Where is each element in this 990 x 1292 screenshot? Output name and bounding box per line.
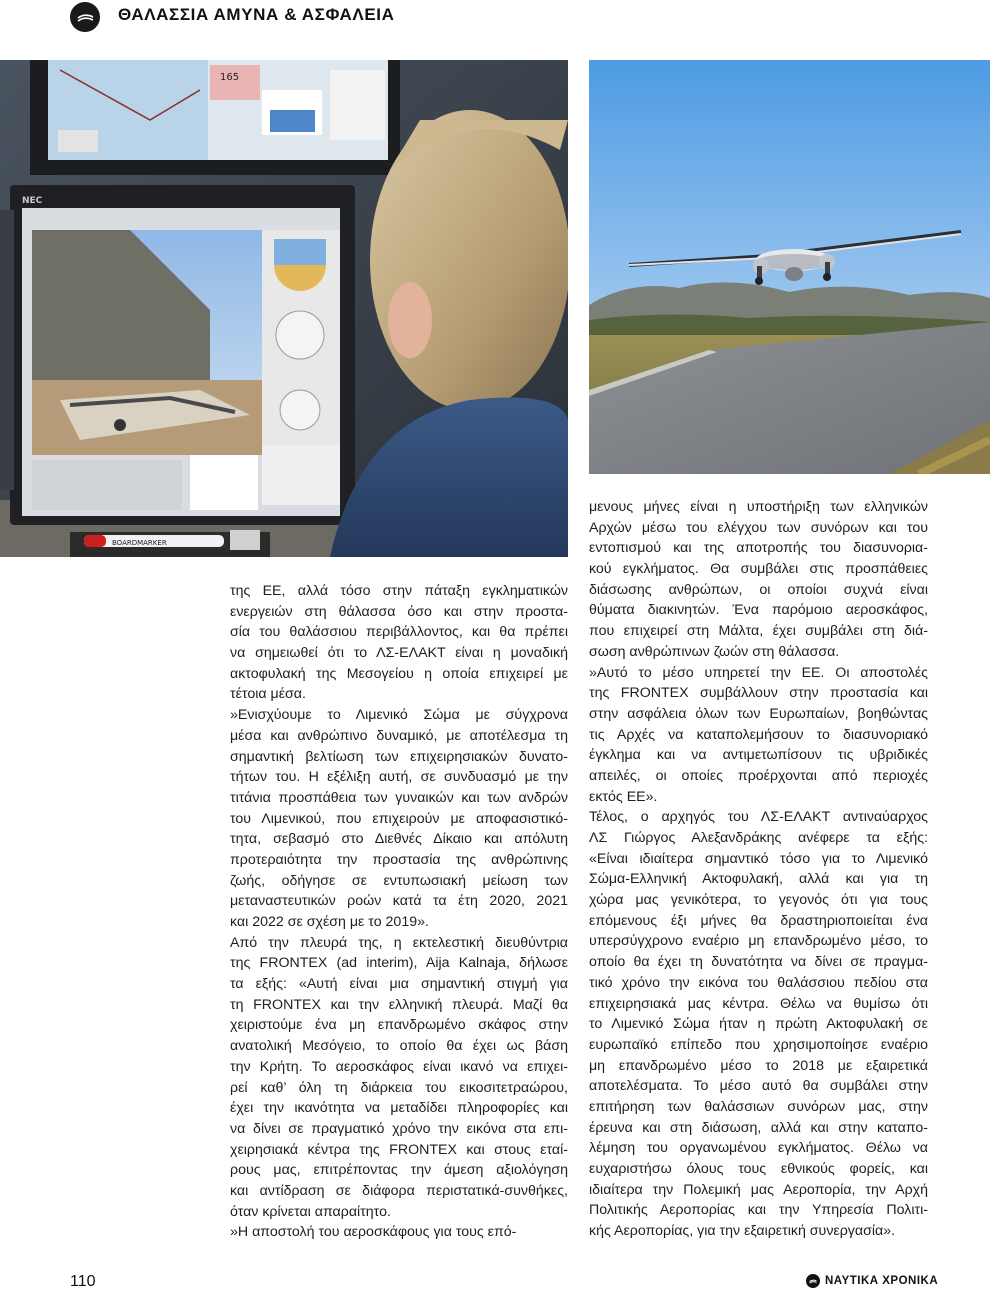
article-text-line: εκτός ΕΕ». (589, 788, 658, 805)
article-text-line: στην ασφάλεια όλων των Ευρωπαίων, βοηθώντας (589, 705, 928, 722)
marker-label: BOARDMARKER (112, 539, 167, 547)
drone-control-station-photo (0, 60, 568, 557)
article-text-line: κής Αεροπορίας, για την εξαιρετική συνεργασία». (589, 1223, 896, 1240)
article-text-line: θύματα διακινητών. Ένα παρόμοιο αεροσκάφος, (589, 602, 928, 619)
article-text-line: λέμηση του οργανωμένου εγκλήματος. Θέλω να (589, 1140, 928, 1157)
article-text-line: έχει την ικανότητα να μεταδίδει πληροφορίες και (230, 1100, 568, 1117)
article-text-line: διάσωσης ανθρώπων, οι οποίοι συχνά είναι (589, 581, 928, 598)
article-text-line: της FRONTEX συμβάλλουν στην προστασία και (589, 685, 928, 702)
article-text-line: ρεί καθ’ όλη τη διάρκεια του εικοσιτετραώρου, (230, 1079, 568, 1096)
article-text-line: Σώμα-Ελληνική Ακτοφυλακή, αλλά και για τη (589, 871, 928, 888)
map-label: 165 (220, 72, 240, 83)
section-title: ΘΑΛΑΣΣΙΑ ΑΜΥΝΑ & ΑΣΦΑΛΕΙΑ (118, 5, 395, 24)
article-text-line: έγκλημα και να αντιμετωπίσουν τις υβριδικές (589, 747, 928, 764)
article-text-line: Από την πλευρά της, η εκτελεστική διευθύντρια (230, 934, 568, 951)
article-text-line: ιδιαίτερα την Πολεμική μας Αεροπορία, την Αρχή (589, 1181, 928, 1198)
article-column-right (589, 497, 928, 1242)
article-text-line: τις Αρχές να καταπολεμήσουν το διασυνοριακό (589, 726, 928, 743)
monitor-brand: NEC (22, 196, 43, 206)
article-text-line: Αρχών μέσω του ελέγχου των συνόρων και του (589, 519, 928, 536)
article-text-line: »Ενισχύουμε το Λιμενικό Σώμα με σύγχρονα (230, 707, 568, 724)
article-text-line: εντοπισμού και της αποτροπής του διασυνορια- (589, 540, 928, 557)
article-text-line: του Λιμενικού, που επιχειρούν με αποφασιστικό- (230, 810, 568, 827)
article-text-line: τη FRONTEX και την ελληνική πλευρά. Μαζί θα (230, 996, 568, 1013)
article-text-line: ενεργειών στη θάλασσα όσο και στην προστα- (230, 603, 568, 620)
article-text-line: μενους μήνες είναι η υποστήριξη των ελληνικών (589, 499, 928, 515)
article-text-line: προτεραιότητα την προστασία της ανθρώπινης (230, 851, 568, 868)
article-text-line: όταν κρίνεται απαραίτητο. (230, 1203, 391, 1220)
article-text-line: τέτοια μέσα. (230, 686, 306, 703)
publication-logo-icon (806, 1274, 820, 1288)
article-text-line: ανατολική Μεσόγειο, το οποίο θα έχει ως βάση (230, 1038, 568, 1055)
page-number: 110 (70, 1273, 96, 1290)
article-text-line: ευρωπαϊκό επίπεδο που χρησιμοποίησε εναέριο (589, 1036, 928, 1053)
article-text-line: κού εγκλήματος. Θα συμβάλει στις προσπάθειες (589, 561, 928, 578)
article-text-line: σημαντική βελτίωση των επιχειρησιακών δυνατο- (230, 748, 568, 765)
article-text-line: ρους μας, επιτρέποντας την άμεση αξιολόγηση (230, 1162, 568, 1179)
article-text-line: ζωής, οδήγησε σε εντυπωσιακή μείωση των (230, 872, 568, 889)
article-text-line: να σημειωθεί ότι το ΛΣ-ΕΛΑΚΤ είναι η μοναδική (230, 645, 568, 662)
article-text-line: τητα, σεβασμό στο Διεθνές Δίκαιο και απόλυτη (230, 831, 568, 848)
article-text-line: οποίο θα έχει τη δυνατότητα να δίνει σε πραγμα- (589, 954, 928, 971)
article-text-line: »Αυτό το μέσο υπηρετεί την ΕΕ. Οι αποστολές (589, 664, 928, 681)
article-text-line: της ΕΕ, αλλά τόσο στην πάταξη εγκληματικών (230, 583, 568, 599)
article-text-line: χειριστούμε ένα μη επανδρωμένο σκάφος στην (230, 1017, 568, 1034)
article-text-line: ευχαριστήσω όλους τους εθνικούς φορείς, και (589, 1161, 928, 1177)
footer-brand (806, 1274, 938, 1288)
article-text-line: επιτήρηση των θαλάσσιων συνόρων μας, στην (589, 1098, 928, 1115)
article-text-line: αποτελέσματα. Το μέσο αυτό θα συμβάλει στην (589, 1078, 928, 1095)
article-text-line: την Κρήτη. Το αεροσκάφος είναι ικανό να επιχει- (230, 1058, 568, 1075)
article-text-line: Τέλος, ο αρχηγός του ΛΣ-ΕΛΑΚΤ αντιναύαρχος (589, 809, 928, 826)
article-text-line: τικό χρόνο την εικόνα του θαλάσσιου πεδίου στα (589, 974, 928, 991)
article-text-line: έρευνα και στη διάσωση, αλλά και στην καταπο- (589, 1119, 928, 1136)
article-text-line: και 2022 σε σχέση με το 2019». (230, 914, 429, 930)
article-text-line: επόμενους έξι μήνες θα δραστηριοποιείται ένα (589, 912, 928, 929)
article-text-line: »Η αποστολή του αεροσκάφους για τους επό- (230, 1224, 517, 1241)
article-text-line: ακτοφυλακή της Μεσογείου η οποία επιχειρεί με (230, 665, 568, 682)
article-text-line: σία του θαλάσσιου περιβάλλοντος, και θα πρέπει (230, 624, 568, 641)
article-text-line: μη επανδρωμένο μέσο το 2018 με εξαιρετικά (589, 1057, 928, 1074)
publication-logo-icon (70, 2, 100, 32)
article-text-line: απειλές, οι οποίες προέρχονται από περιοχές (589, 767, 928, 784)
article-text-line: τα εξής: «Αυτή είναι μια σημαντική στιγμή για (230, 976, 568, 993)
article-text-line: που επιχειρεί στη Μάλτα, έχει συμβάλει στη διά- (589, 623, 928, 640)
footer-brand-name: ΝΑΥΤΙΚΑ ΧΡΟΝΙΚΑ (825, 1275, 939, 1287)
article-column-left (230, 581, 568, 1243)
article-text-line: να δίνει σε πραγματικό χρόνο την εικόνα στα επι- (230, 1120, 568, 1137)
article-text-line: χώρα μας γενικότερα, το γεγονός ότι για τους (589, 892, 928, 909)
article-text-line: μέσα και ανθρώπινο δυναμικό, με αποτέλεσμα τη (230, 727, 568, 744)
article-text-line: σωση ανθρώπινων ζωών στη θάλασσα. (589, 643, 840, 660)
article-text-line: μεταναστευτικών ροών κατά τα έτη 2020, 2021 (230, 893, 568, 910)
article-text-line: «Είναι ιδιαίτερα σημαντικό τόσο για το Λιμενικό (589, 850, 928, 867)
article-text-line: ΛΣ Γιώργος Αλεξανδράκης ανέφερε τα εξής: (589, 830, 928, 846)
article-text-line: τιτάνια προσπάθεια των γυναικών και των ανδρών (230, 789, 568, 806)
article-text-line: και αντίδραση σε διάφορα περιστατικά-συνθήκες, (230, 1182, 568, 1199)
article-text-line: επιχειρησιακά μας κέντρα. Θέλω να θυμίσω ότι (589, 995, 928, 1012)
article-text-line: χειρησιακά κέντρα της FRONTEX και στους εταί- (230, 1141, 568, 1158)
article-text-line: τήτων του. Η εξέλιξη αυτή, σε συνδυασμό με την (230, 769, 568, 786)
article-text-line: το Λιμενικό Σώμα ήταν η πρώτη Ακτοφυλακή σε (589, 1016, 928, 1033)
article-text-line: Πολιτικής Αεροπορίας και την Υπηρεσία Πολιτι- (589, 1202, 928, 1219)
drone-takeoff-runway-photo (589, 60, 990, 474)
article-text-line: υπερσύγχρονο εναέριο μη επανδρωμένο μέσο, το (589, 933, 928, 950)
article-text-line: της FRONTEX (ad interim), Aija Kalnaja, δήλωσε (230, 955, 568, 972)
